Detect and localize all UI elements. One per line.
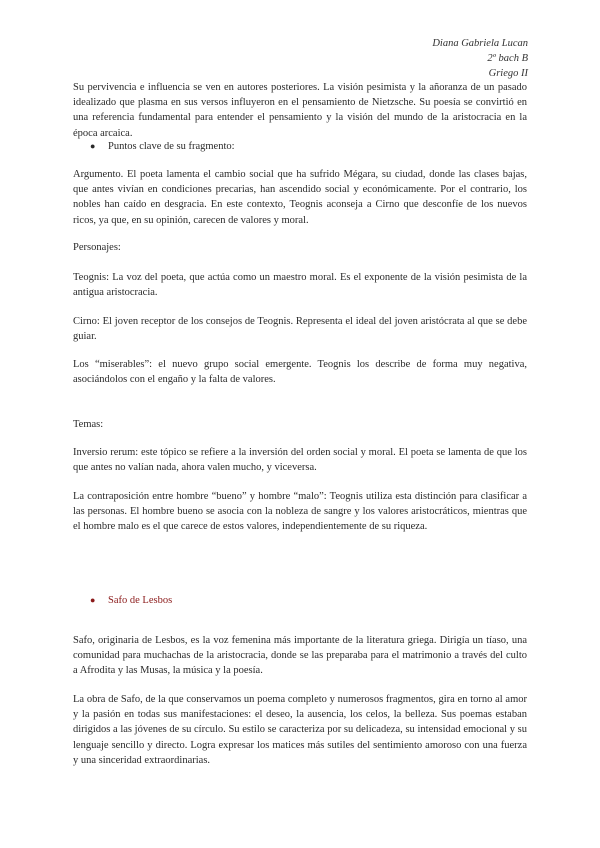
bullet-puntos-clave: [90, 139, 235, 154]
miserables-paragraph: Los “miserables”: el nuevo grupo social emergente. Teognis los describe de forma muy negativa, asociándolos con el engaño y la falta de valores.: [73, 359, 527, 386]
argumento-paragraph: Argumento. El poeta lamenta el cambio social que ha sufrido Mégara, su ciudad, donde las clases bajas, que antes vivían en condiciones precarias, han ascendido social y económicamente. Por el contrario, los nobles han caído en desgracia. En este contexto, Teognis aconseja a Cirno que desconfíe de los nuevos ricos, ya que, en su opinión, carecen de valores y moral.: [73, 169, 527, 226]
intro-paragraph: Su pervivencia e influencia se ven en autores posteriores. La visión pesimista y la añoranza de un pasado idealizado que plasma en sus versos influyeron en el pensamiento de Nietzsche. Su poesía se convirtió en una referencia fundamental para entender el pensamiento y la visión del mundo de la aristocracia en la época arcaica.: [73, 82, 527, 139]
teognis-paragraph: Teognis: La voz del poeta, que actúa como un maestro moral. Es el exponente de la visión pesimista de la antigua aristocracia.: [73, 272, 527, 299]
contraposicion-paragraph: La contraposición entre hombre “bueno” y hombre “malo”: Teognis utiliza esta distinción para clasificar a las personas. El hombre bueno se asocia con la nobleza de sangre y los valores aristocráticos, mientras que el hombre malo es el que carece de estos valores, independientemente de su riqueza.: [73, 491, 527, 533]
document-header: [432, 36, 528, 81]
personajes-label: Personajes:: [73, 242, 121, 253]
subject-label: Griego II: [488, 68, 528, 79]
temas-label: Temas:: [73, 419, 104, 430]
course-label: 2º bach B: [487, 53, 528, 64]
inversio-paragraph: Inversio rerum: este tópico se refiere a la inversión del orden social y moral. El poeta se lamenta de que los que antes no valían nada, ahora valen mucho, y viceversa.: [73, 447, 527, 474]
safo-heading: [90, 593, 172, 608]
safo-heading-text: Safo de Lesbos: [108, 595, 173, 606]
safo-paragraph-2: La obra de Safo, de la que conservamos un poema completo y numerosos fragmentos, gira en torno al amor y la pasión en todas sus manifestaciones: el deseo, la ausencia, los celos, la belleza. Sus poemas estaban dirigidos a las jóvenes de su círculo. Su estilo se caracteriza por su delicadeza, su intensidad emocional y su lenguaje sencillo y directo. Logra expresar los matices más sutiles del sentimiento amoroso con una fuerza y una sinceridad extraordinarias.: [73, 694, 527, 766]
cirno-paragraph: Cirno: El joven receptor de los consejos de Teognis. Representa el ideal del joven aristócrata al que se debe guiar.: [73, 316, 527, 343]
bullet-puntos-text: Puntos clave de su fragmento:: [108, 141, 235, 152]
bullet-icon: ●: [90, 595, 96, 605]
safo-paragraph-1: Safo, originaria de Lesbos, es la voz femenina más importante de la literatura griega. Dirigía un tíaso, una comunidad para muchachas de la aristocracia, donde se las preparaba para el matrimonio a través del culto a Afrodita y las Musas, la música y la poesía.: [73, 635, 527, 677]
bullet-icon: ●: [90, 141, 96, 151]
author-name: Diana Gabriela Lucan: [432, 38, 528, 49]
